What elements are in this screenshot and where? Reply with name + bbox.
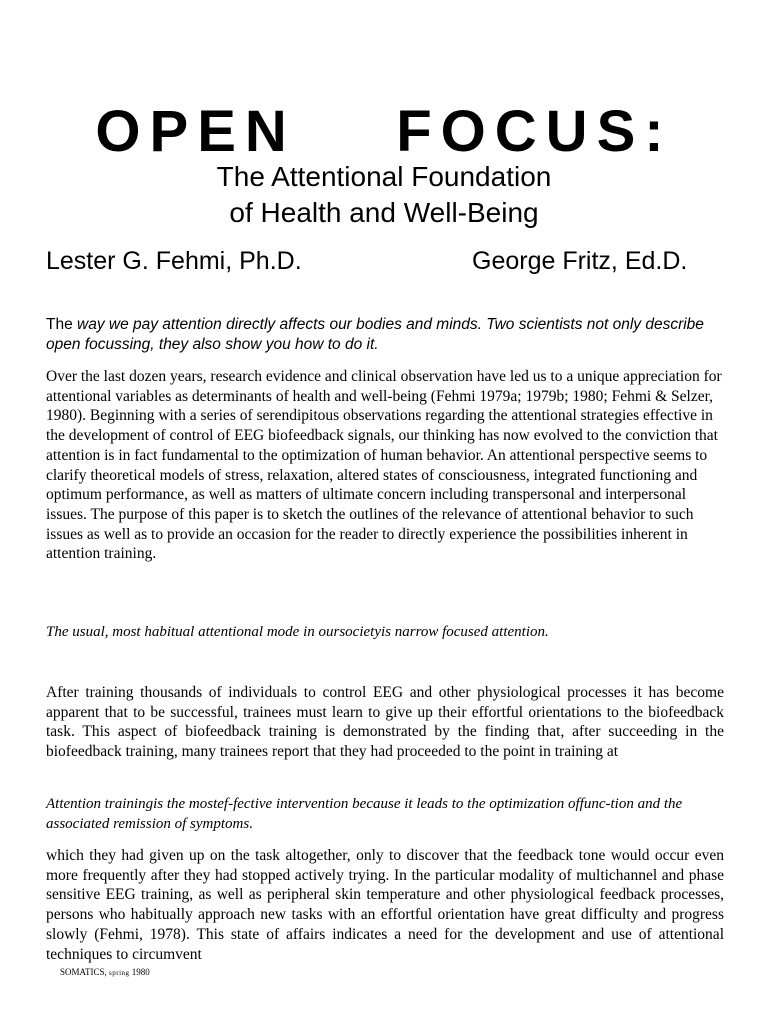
footer-journal: SOMATICS, <box>60 967 107 977</box>
author-fritz: George Fritz, Ed.D. <box>472 247 688 275</box>
deck-italic-text: way we pay attention directly affects our bodies and minds. Two scientists not only describe open focussing, they also show you how to do it. <box>46 316 704 353</box>
body-paragraph-2: After training thousands of individuals to control EEG and other physiological processes it has become apparent that to be successful, trainees must learn to give up their effortful orientations to the biofeedback task. This aspect of biofeedback training is demonstrated by the finding that, after succeeding in the biofeedback training, many trainees report that they had proceeded to the point in training at <box>46 684 724 761</box>
body-paragraph-1: Over the last dozen years, research evidence and clinical observation have led us to a unique appreciation for attentional variables as determinants of health and well-being (Fehmi 1979a; 1979b; 1980; Fehmi & Selzer, 1980). Beginning with a series of serendipitous observations regarding the attentional strategies effective in the development of control of EEG biofeedback signals, our thinking has now evolved to the conviction that attention is in fact fundamental to the optimization of human behavior. An attentional perspective seems to clarify theoretical models of stress, relaxation, altered states of consciousness, integrated functioning and optimum performance, as well as matters of ultimate concern including transpersonal and interpersonal issues. The purpose of this paper is to sketch the outlines of the relevance of attentional behavior to such issues as well as to provide an occasion for the reader to directly experience the possibilities inherent in attention training. <box>46 368 722 563</box>
article-deck <box>46 315 726 354</box>
page-footer <box>60 966 150 979</box>
footer-season: spring <box>109 969 130 977</box>
pull-quote-1: The usual, most habitual attentional mode in oursocietyis narrow focused attention. <box>46 624 549 640</box>
subtitle-line-2: of Health and Well-Being <box>229 197 539 228</box>
body-paragraph-3: which they had given up on the task altogether, only to discover that the feedback tone would occur even more frequently after they had stopped actively trying. In the particular modality of multichannel and phase sensitive EEG training, as well as peripheral skin temperature and other physiological feedback processes, persons who habitually approach new tasks with an effortful orientation have great difficulty and progress slowly (Fehmi, 1978). This state of affairs indicates a need for the development and use of attentional techniques to circumvent <box>46 847 724 963</box>
article-title: OPEN FOCUS: <box>95 99 673 164</box>
pull-quote-2: Attention trainingis the mostef-fective intervention because it leads to the optimization offunc-tion and the associated remission of symptoms. <box>46 796 683 832</box>
author-fehmi: Lester G. Fehmi, Ph.D. <box>46 247 302 275</box>
footer-year: 1980 <box>131 967 150 977</box>
deck-lead: The <box>46 316 78 333</box>
subtitle-line-1: The Attentional Foundation <box>216 161 552 192</box>
